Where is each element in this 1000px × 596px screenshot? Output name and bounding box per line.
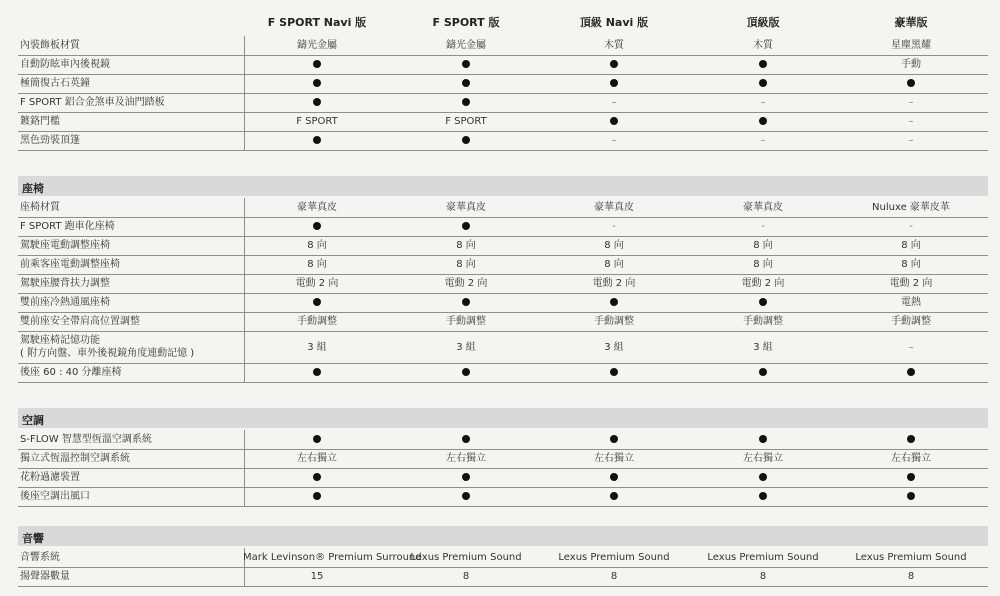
row-cell [243, 570, 391, 583]
cell-value: – [611, 97, 617, 108]
cell-value: F SPORT [445, 116, 487, 127]
row-label-text: 後座空調出風口 [20, 491, 90, 502]
row-cell [837, 433, 985, 446]
row-cell [392, 366, 540, 379]
row-cell [837, 220, 985, 233]
standard-feature-dot [313, 79, 321, 87]
cell-value: 8 向 [604, 259, 624, 270]
spec-row [18, 274, 988, 294]
row-cell [540, 115, 688, 128]
standard-feature-dot [313, 60, 321, 68]
cell-value: – [908, 97, 914, 108]
cell-value: Lexus Premium Sound [855, 552, 967, 563]
row-label [20, 96, 165, 109]
standard-feature-dot [759, 298, 767, 306]
row-cell [392, 471, 540, 484]
spec-row [18, 363, 988, 383]
section-header [18, 408, 988, 428]
row-cell [392, 58, 540, 71]
row-label-text: 雙前座安全帶肩高位置調整 [20, 316, 140, 327]
standard-feature-dot [462, 368, 470, 376]
row-label [20, 452, 130, 465]
cell-value: 豪華真皮 [446, 202, 486, 213]
standard-feature-dot [313, 473, 321, 481]
row-cell [540, 570, 688, 583]
cell-value: - [761, 221, 765, 232]
row-cell [243, 39, 391, 52]
row-cell [837, 77, 985, 90]
cell-value: 3 組 [456, 341, 476, 353]
column-header: 豪華版 [894, 16, 928, 29]
row-label-text: 駕駛座椅記憶功能 [20, 335, 100, 346]
row-cell [540, 452, 688, 465]
spec-row [18, 312, 988, 332]
standard-feature-dot [313, 222, 321, 230]
row-cell [837, 315, 985, 328]
standard-feature-dot [610, 298, 618, 306]
standard-feature-dot [759, 435, 767, 443]
column-header: F SPORT Navi 版 [267, 16, 367, 29]
row-cell [243, 115, 391, 128]
cell-value: 左右獨立 [594, 453, 634, 464]
spec-row [18, 198, 988, 218]
row-cell [540, 490, 688, 503]
row-cell [243, 201, 391, 214]
row-cell [243, 433, 391, 446]
standard-feature-dot [313, 435, 321, 443]
cell-value: 手動 [901, 59, 921, 70]
standard-feature-dot [462, 473, 470, 481]
cell-value: – [760, 135, 766, 146]
cell-value: Nuluxe 豪華皮革 [872, 202, 950, 213]
row-cell [689, 134, 837, 147]
cell-value: 8 向 [753, 259, 773, 270]
row-label [20, 296, 110, 309]
standard-feature-dot [907, 435, 915, 443]
row-label [20, 433, 152, 446]
row-cell [243, 296, 391, 309]
row-label [20, 258, 120, 271]
cell-value: 8 向 [456, 259, 476, 270]
cell-value: – [908, 341, 914, 353]
row-cell [540, 277, 688, 290]
standard-feature-dot [907, 368, 915, 376]
cell-value: Lexus Premium Sound [707, 552, 819, 563]
row-cell [689, 58, 837, 71]
row-cell [392, 341, 540, 354]
standard-feature-dot [759, 60, 767, 68]
cell-value: 電動 2 向 [889, 278, 933, 289]
row-cell [837, 490, 985, 503]
row-label [20, 551, 60, 564]
section-title: 座椅 [22, 182, 44, 195]
row-cell [243, 258, 391, 271]
standard-feature-dot [313, 298, 321, 306]
row-cell [392, 490, 540, 503]
row-cell [540, 551, 688, 564]
row-label-text: 座椅材質 [20, 202, 60, 213]
row-cell [392, 201, 540, 214]
row-cell [837, 452, 985, 465]
standard-feature-dot [313, 368, 321, 376]
row-cell [689, 452, 837, 465]
row-cell [540, 471, 688, 484]
row-cell [540, 296, 688, 309]
row-cell [540, 58, 688, 71]
row-cell [689, 277, 837, 290]
row-cell [243, 239, 391, 252]
spec-row [18, 236, 988, 256]
cell-value: – [908, 116, 914, 127]
standard-feature-dot [313, 98, 321, 106]
row-cell [837, 551, 985, 564]
cell-value: 8 向 [307, 240, 327, 251]
section-header [18, 526, 988, 546]
row-cell [837, 570, 985, 583]
section-title: 音響 [22, 532, 44, 545]
standard-feature-dot [759, 473, 767, 481]
standard-feature-dot [759, 79, 767, 87]
row-label-text: 駕駛座腰背扶力調整 [20, 278, 110, 289]
row-label [20, 471, 80, 484]
row-label [20, 115, 60, 128]
row-cell [689, 296, 837, 309]
row-cell [392, 39, 540, 52]
row-cell [837, 258, 985, 271]
row-cell [837, 134, 985, 147]
row-label-text: 前乘客座電動調整座椅 [20, 259, 120, 270]
row-label-text: 自動防眩車內後視鏡 [20, 59, 110, 70]
row-label-text: 駕駛座電動調整座椅 [20, 240, 110, 251]
row-cell [837, 39, 985, 52]
row-cell [392, 258, 540, 271]
row-cell [540, 341, 688, 354]
row-cell [392, 277, 540, 290]
standard-feature-dot [462, 222, 470, 230]
row-cell [540, 220, 688, 233]
standard-feature-dot [759, 492, 767, 500]
row-cell [689, 366, 837, 379]
spec-row [18, 449, 988, 469]
row-label-text: 獨立式恆溫控制空調系統 [20, 453, 130, 464]
standard-feature-dot [462, 435, 470, 443]
row-cell [392, 315, 540, 328]
row-cell [243, 315, 391, 328]
row-label [20, 570, 70, 583]
spec-row [18, 217, 988, 237]
row-cell [243, 134, 391, 147]
row-cell [392, 433, 540, 446]
row-label [20, 77, 90, 90]
row-cell [392, 115, 540, 128]
row-cell [689, 471, 837, 484]
cell-value: 8 向 [901, 259, 921, 270]
row-cell [392, 134, 540, 147]
row-cell [243, 220, 391, 233]
spec-row [18, 468, 988, 488]
standard-feature-dot [462, 98, 470, 106]
row-cell [243, 341, 391, 354]
cell-value: 左右獨立 [446, 453, 486, 464]
row-cell [689, 433, 837, 446]
spec-row [18, 430, 988, 450]
row-label-subtext: ( 附方向盤、車外後視鏡角度連動記憶 ) [20, 348, 195, 359]
cell-value: F SPORT [296, 116, 338, 127]
cell-value: 8 向 [753, 240, 773, 251]
standard-feature-dot [462, 136, 470, 144]
row-label [20, 134, 80, 147]
row-cell [243, 77, 391, 90]
row-label [20, 334, 194, 360]
row-cell [392, 96, 540, 109]
row-cell [689, 96, 837, 109]
standard-feature-dot [907, 79, 915, 87]
cell-value: 手動調整 [446, 316, 486, 327]
row-label [20, 315, 140, 328]
cell-value: 豪華真皮 [743, 202, 783, 213]
standard-feature-dot [462, 492, 470, 500]
spec-row [18, 112, 988, 132]
standard-feature-dot [610, 117, 618, 125]
row-cell [689, 77, 837, 90]
row-cell [837, 366, 985, 379]
spec-row [18, 331, 988, 364]
row-label-text: 雙前座冷熱通風座椅 [20, 297, 110, 308]
row-cell [837, 239, 985, 252]
spec-row [18, 567, 988, 587]
row-cell [689, 239, 837, 252]
cell-value: 15 [310, 571, 324, 582]
row-label [20, 490, 90, 503]
row-cell [540, 433, 688, 446]
row-cell [837, 201, 985, 214]
spec-row [18, 548, 988, 568]
cell-value: 電動 2 向 [741, 278, 785, 289]
cell-value: – [908, 135, 914, 146]
row-label [20, 220, 115, 233]
standard-feature-dot [610, 492, 618, 500]
row-label-text: 黑色勁裝頂篷 [20, 135, 80, 146]
row-cell [540, 39, 688, 52]
row-label-text: 內裝飾板材質 [20, 40, 80, 51]
cell-value: 豪華真皮 [297, 202, 337, 213]
row-label-text: S-FLOW 智慧型恆溫空調系統 [20, 434, 152, 445]
spec-row [18, 293, 988, 313]
cell-value: 星塵黑耀 [891, 40, 931, 51]
row-cell [689, 490, 837, 503]
cell-value: 鑄光金屬 [297, 40, 337, 51]
row-cell [243, 58, 391, 71]
column-header: 頂級版 [746, 16, 780, 29]
row-cell [392, 77, 540, 90]
cell-value: 木質 [753, 40, 773, 51]
row-cell [243, 366, 391, 379]
row-cell [837, 115, 985, 128]
row-label-text: 花粉過濾裝置 [20, 472, 80, 483]
standard-feature-dot [313, 492, 321, 500]
cell-value: 3 組 [753, 341, 773, 353]
row-cell [243, 277, 391, 290]
cell-value: 3 組 [604, 341, 624, 353]
row-cell [243, 471, 391, 484]
row-cell [540, 258, 688, 271]
row-cell [540, 315, 688, 328]
cell-value: – [611, 135, 617, 146]
row-label-text: 音響系統 [20, 552, 60, 563]
cell-value: 手動調整 [891, 316, 931, 327]
row-cell [392, 570, 540, 583]
cell-value: 電熱 [901, 297, 921, 308]
row-cell [540, 201, 688, 214]
row-label [20, 58, 110, 71]
row-label [20, 277, 110, 290]
column-header: F SPORT 版 [432, 16, 500, 29]
cell-value: 電動 2 向 [444, 278, 488, 289]
row-cell [689, 258, 837, 271]
row-cell [392, 296, 540, 309]
row-cell [243, 452, 391, 465]
row-label-text: 鍍鉻門檻 [20, 116, 60, 127]
row-label-text: F SPORT 跑車化座椅 [20, 221, 115, 232]
spec-row [18, 131, 988, 151]
standard-feature-dot [759, 368, 767, 376]
cell-value: 3 組 [307, 341, 327, 353]
column-header: 頂級 Navi 版 [579, 16, 649, 29]
spec-row [18, 255, 988, 275]
cell-value: 電動 2 向 [592, 278, 636, 289]
section-title: 空調 [22, 414, 44, 427]
section-header [18, 176, 988, 196]
cell-value: 木質 [604, 40, 624, 51]
standard-feature-dot [610, 79, 618, 87]
cell-value: 8 向 [456, 240, 476, 251]
cell-value: - [909, 221, 913, 232]
standard-feature-dot [610, 473, 618, 481]
row-cell [689, 315, 837, 328]
standard-feature-dot [759, 117, 767, 125]
row-label-text: 極簡復古石英鐘 [20, 78, 90, 89]
cell-value: Lexus Premium Sound [410, 552, 522, 563]
cell-value: 8 [610, 571, 618, 582]
spec-row [18, 487, 988, 507]
cell-value: Lexus Premium Sound [558, 552, 670, 563]
row-label-text: 揚聲器數量 [20, 571, 70, 582]
row-cell [540, 134, 688, 147]
cell-value: 鑄光金屬 [446, 40, 486, 51]
row-label [20, 39, 80, 52]
standard-feature-dot [610, 60, 618, 68]
row-label [20, 201, 60, 214]
row-cell [689, 341, 837, 354]
standard-feature-dot [907, 492, 915, 500]
cell-value: 手動調整 [297, 316, 337, 327]
standard-feature-dot [462, 60, 470, 68]
row-cell [392, 239, 540, 252]
row-cell [837, 96, 985, 109]
cell-value: 左右獨立 [743, 453, 783, 464]
row-cell [837, 58, 985, 71]
standard-feature-dot [907, 473, 915, 481]
cell-value: 8 [907, 571, 915, 582]
cell-value: 8 向 [604, 240, 624, 251]
row-cell [837, 471, 985, 484]
standard-feature-dot [462, 298, 470, 306]
row-cell [689, 39, 837, 52]
row-cell [689, 115, 837, 128]
row-cell [689, 570, 837, 583]
row-label-text: 後座 60 : 40 分離座椅 [20, 367, 122, 378]
row-label-text: F SPORT 鋁合金煞車及油門踏板 [20, 97, 165, 108]
spec-row [18, 74, 988, 94]
standard-feature-dot [462, 79, 470, 87]
row-cell [392, 551, 540, 564]
cell-value: - [612, 221, 616, 232]
cell-value: 8 [462, 571, 470, 582]
row-cell [540, 96, 688, 109]
cell-value: Mark Levinson® Premium Surround [243, 552, 422, 563]
row-label [20, 366, 122, 379]
cell-value: 8 向 [901, 240, 921, 251]
row-label [20, 239, 110, 252]
cell-value: 左右獨立 [297, 453, 337, 464]
row-cell [243, 551, 422, 564]
row-cell [392, 220, 540, 233]
cell-value: 手動調整 [594, 316, 634, 327]
cell-value: – [760, 97, 766, 108]
cell-value: 手動調整 [743, 316, 783, 327]
row-cell [837, 296, 985, 309]
spec-row [18, 36, 988, 56]
cell-value: 電動 2 向 [295, 278, 339, 289]
cell-value: 8 向 [307, 259, 327, 270]
row-cell [392, 452, 540, 465]
row-cell [689, 201, 837, 214]
row-cell [689, 220, 837, 233]
row-cell [837, 341, 985, 354]
row-cell [243, 490, 391, 503]
spec-row [18, 55, 988, 75]
row-cell [689, 551, 837, 564]
standard-feature-dot [610, 368, 618, 376]
spec-row [18, 93, 988, 113]
row-cell [540, 77, 688, 90]
standard-feature-dot [610, 435, 618, 443]
row-cell [243, 96, 391, 109]
cell-value: 左右獨立 [891, 453, 931, 464]
row-cell [540, 239, 688, 252]
row-cell [837, 277, 985, 290]
cell-value: 豪華真皮 [594, 202, 634, 213]
standard-feature-dot [313, 136, 321, 144]
cell-value: 8 [759, 571, 767, 582]
row-cell [540, 366, 688, 379]
